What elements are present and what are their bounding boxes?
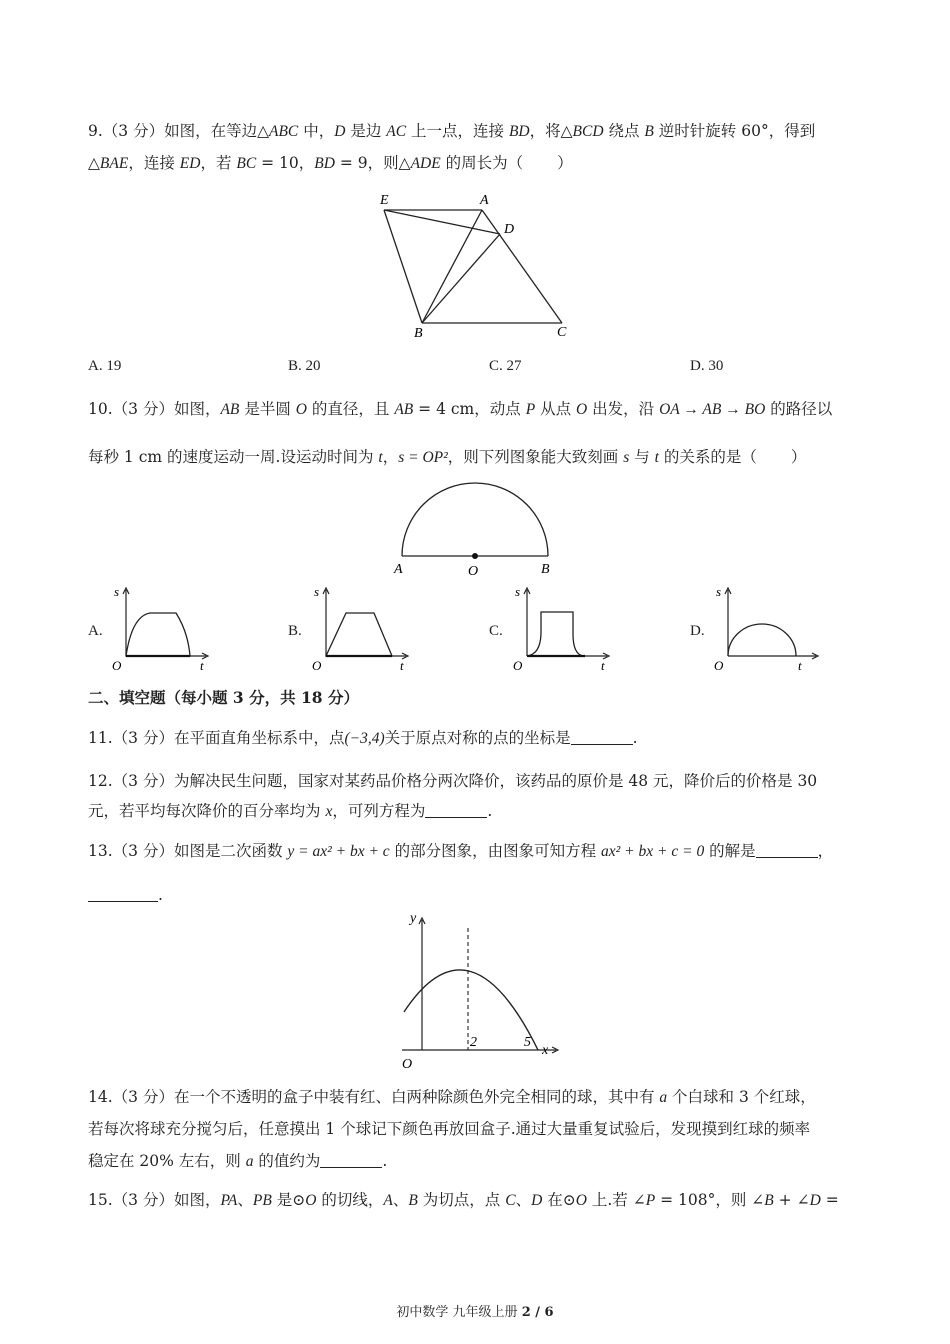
- q9-label-d: D: [504, 222, 515, 237]
- q10-option-d-label[interactable]: D.: [690, 623, 705, 639]
- q10-semicircle-figure: [388, 478, 564, 580]
- q9-option-d[interactable]: D. 30: [690, 358, 724, 374]
- q9-line2: △BAE，连接 ED，若 BC = 10，BD = 9，则△ADE 的周长为（ ）: [88, 154, 573, 172]
- q10-b-axis-t: t: [400, 658, 404, 673]
- q12-line2: 元，若平均每次降价的百分率均为 x，可列方程为 .: [88, 802, 493, 820]
- q13-label-o: O: [402, 1057, 413, 1072]
- q10-d-axis-o: O: [714, 658, 724, 673]
- q11: 11.（3 分）在平面直角坐标系中，点(−3,4)关于原点对称的点的坐标是 .: [88, 729, 638, 747]
- q10-option-b-label[interactable]: B.: [288, 623, 302, 639]
- q9-line1: 9.（3 分）如图，在等边△ABC 中，D 是边 AC 上一点，连接 BD，将△BCD 绕点 B 逆时针旋转 60°，得到: [88, 122, 816, 140]
- q10-option-b-graph[interactable]: [304, 582, 414, 674]
- q10-a-axis-s: s: [114, 584, 120, 599]
- q10-c-axis-s: s: [515, 584, 521, 599]
- q14-line3: 稳定在 20% 左右，则 a 的值约为 .: [88, 1152, 388, 1170]
- q13-label-y: y: [410, 911, 417, 926]
- q9-label-c: C: [557, 325, 567, 340]
- q14-line2: 若每次将球充分搅匀后，任意摸出 1 个球记下颜色再放回盒子.通过大量重复试验后，发现摸到红球的频率: [88, 1120, 811, 1138]
- q10-d-axis-t: t: [798, 658, 802, 673]
- q14-answer-blank[interactable]: [320, 1152, 382, 1168]
- q13-answer-blank-2[interactable]: [88, 886, 158, 902]
- q10-line1: 10.（3 分）如图，AB 是半圆 O 的直径，且 AB = 4 cm，动点 P 从点 O 出发，沿 OA → AB → BO 的路径以: [88, 400, 833, 418]
- q11-answer-blank[interactable]: [571, 729, 633, 745]
- q13-label-2: 2: [470, 1035, 477, 1050]
- q10-a-axis-t: t: [200, 658, 204, 673]
- q12-line1: 12.（3 分）为解决民生问题，国家对某药品价格分两次降价，该药品的原价是 48 元，降价后的价格是 30: [88, 772, 818, 790]
- q10-option-c-label[interactable]: C.: [489, 623, 503, 639]
- q10-option-d-graph[interactable]: [706, 582, 824, 674]
- q13-label-x: x: [542, 1043, 549, 1058]
- q9-option-c[interactable]: C. 27: [489, 358, 522, 374]
- q13-answer-blank-1[interactable]: [756, 842, 818, 858]
- q9-option-a[interactable]: A. 19: [88, 358, 122, 374]
- section-title: 二、填空题（每小题 3 分，共 18 分）: [88, 688, 359, 707]
- q9-label-a: A: [480, 193, 489, 208]
- q10-label-o: O: [468, 564, 479, 579]
- q10-label-b: B: [541, 562, 550, 577]
- page-number: 2 / 6: [521, 1305, 554, 1320]
- q9-option-b[interactable]: B. 20: [288, 358, 321, 374]
- q10-a-axis-o: O: [112, 658, 122, 673]
- q10-d-axis-s: s: [716, 584, 722, 599]
- q10-c-axis-o: O: [513, 658, 523, 673]
- q10-b-axis-o: O: [312, 658, 322, 673]
- q9-label-b: B: [414, 326, 423, 340]
- q13-label-5: 5: [524, 1035, 531, 1050]
- q10-line2: 每秒 1 cm 的速度运动一周.设运动时间为 t，s = OP²，则下列图象能大致刻画 s 与 t 的关系的是（ ）: [88, 448, 807, 466]
- q10-option-c-graph[interactable]: [505, 582, 615, 674]
- q13-line1: 13.（3 分）如图是二次函数 y = ax² + bx + c 的部分图象，由图象可知方程 ax² + bx + c = 0 的解是 ，: [88, 842, 834, 860]
- q10-option-a-label[interactable]: A.: [88, 623, 103, 639]
- q10-option-a-graph[interactable]: [104, 582, 214, 674]
- q15: 15.（3 分）如图，PA、PB 是⊙O 的切线，A、B 为切点，点 C、D 在⊙O 上.若 ∠P = 108°，则 ∠B + ∠D =: [88, 1191, 839, 1209]
- q9-figure: [370, 190, 580, 340]
- q14-line1: 14.（3 分）在一个不透明的盒子中装有红、白两种除颜色外完全相同的球，其中有 a 个白球和 3 个红球，: [88, 1088, 816, 1106]
- q12-answer-blank[interactable]: [425, 802, 487, 818]
- page-footer: 初中数学 九年级上册 2 / 6: [396, 1305, 554, 1320]
- q9-label-e: E: [380, 193, 389, 208]
- q10-c-axis-t: t: [601, 658, 605, 673]
- q13-line2: .: [88, 884, 163, 906]
- q10-b-axis-s: s: [314, 584, 320, 599]
- q13-parabola-figure: [396, 908, 562, 1072]
- q10-label-a: A: [394, 562, 403, 577]
